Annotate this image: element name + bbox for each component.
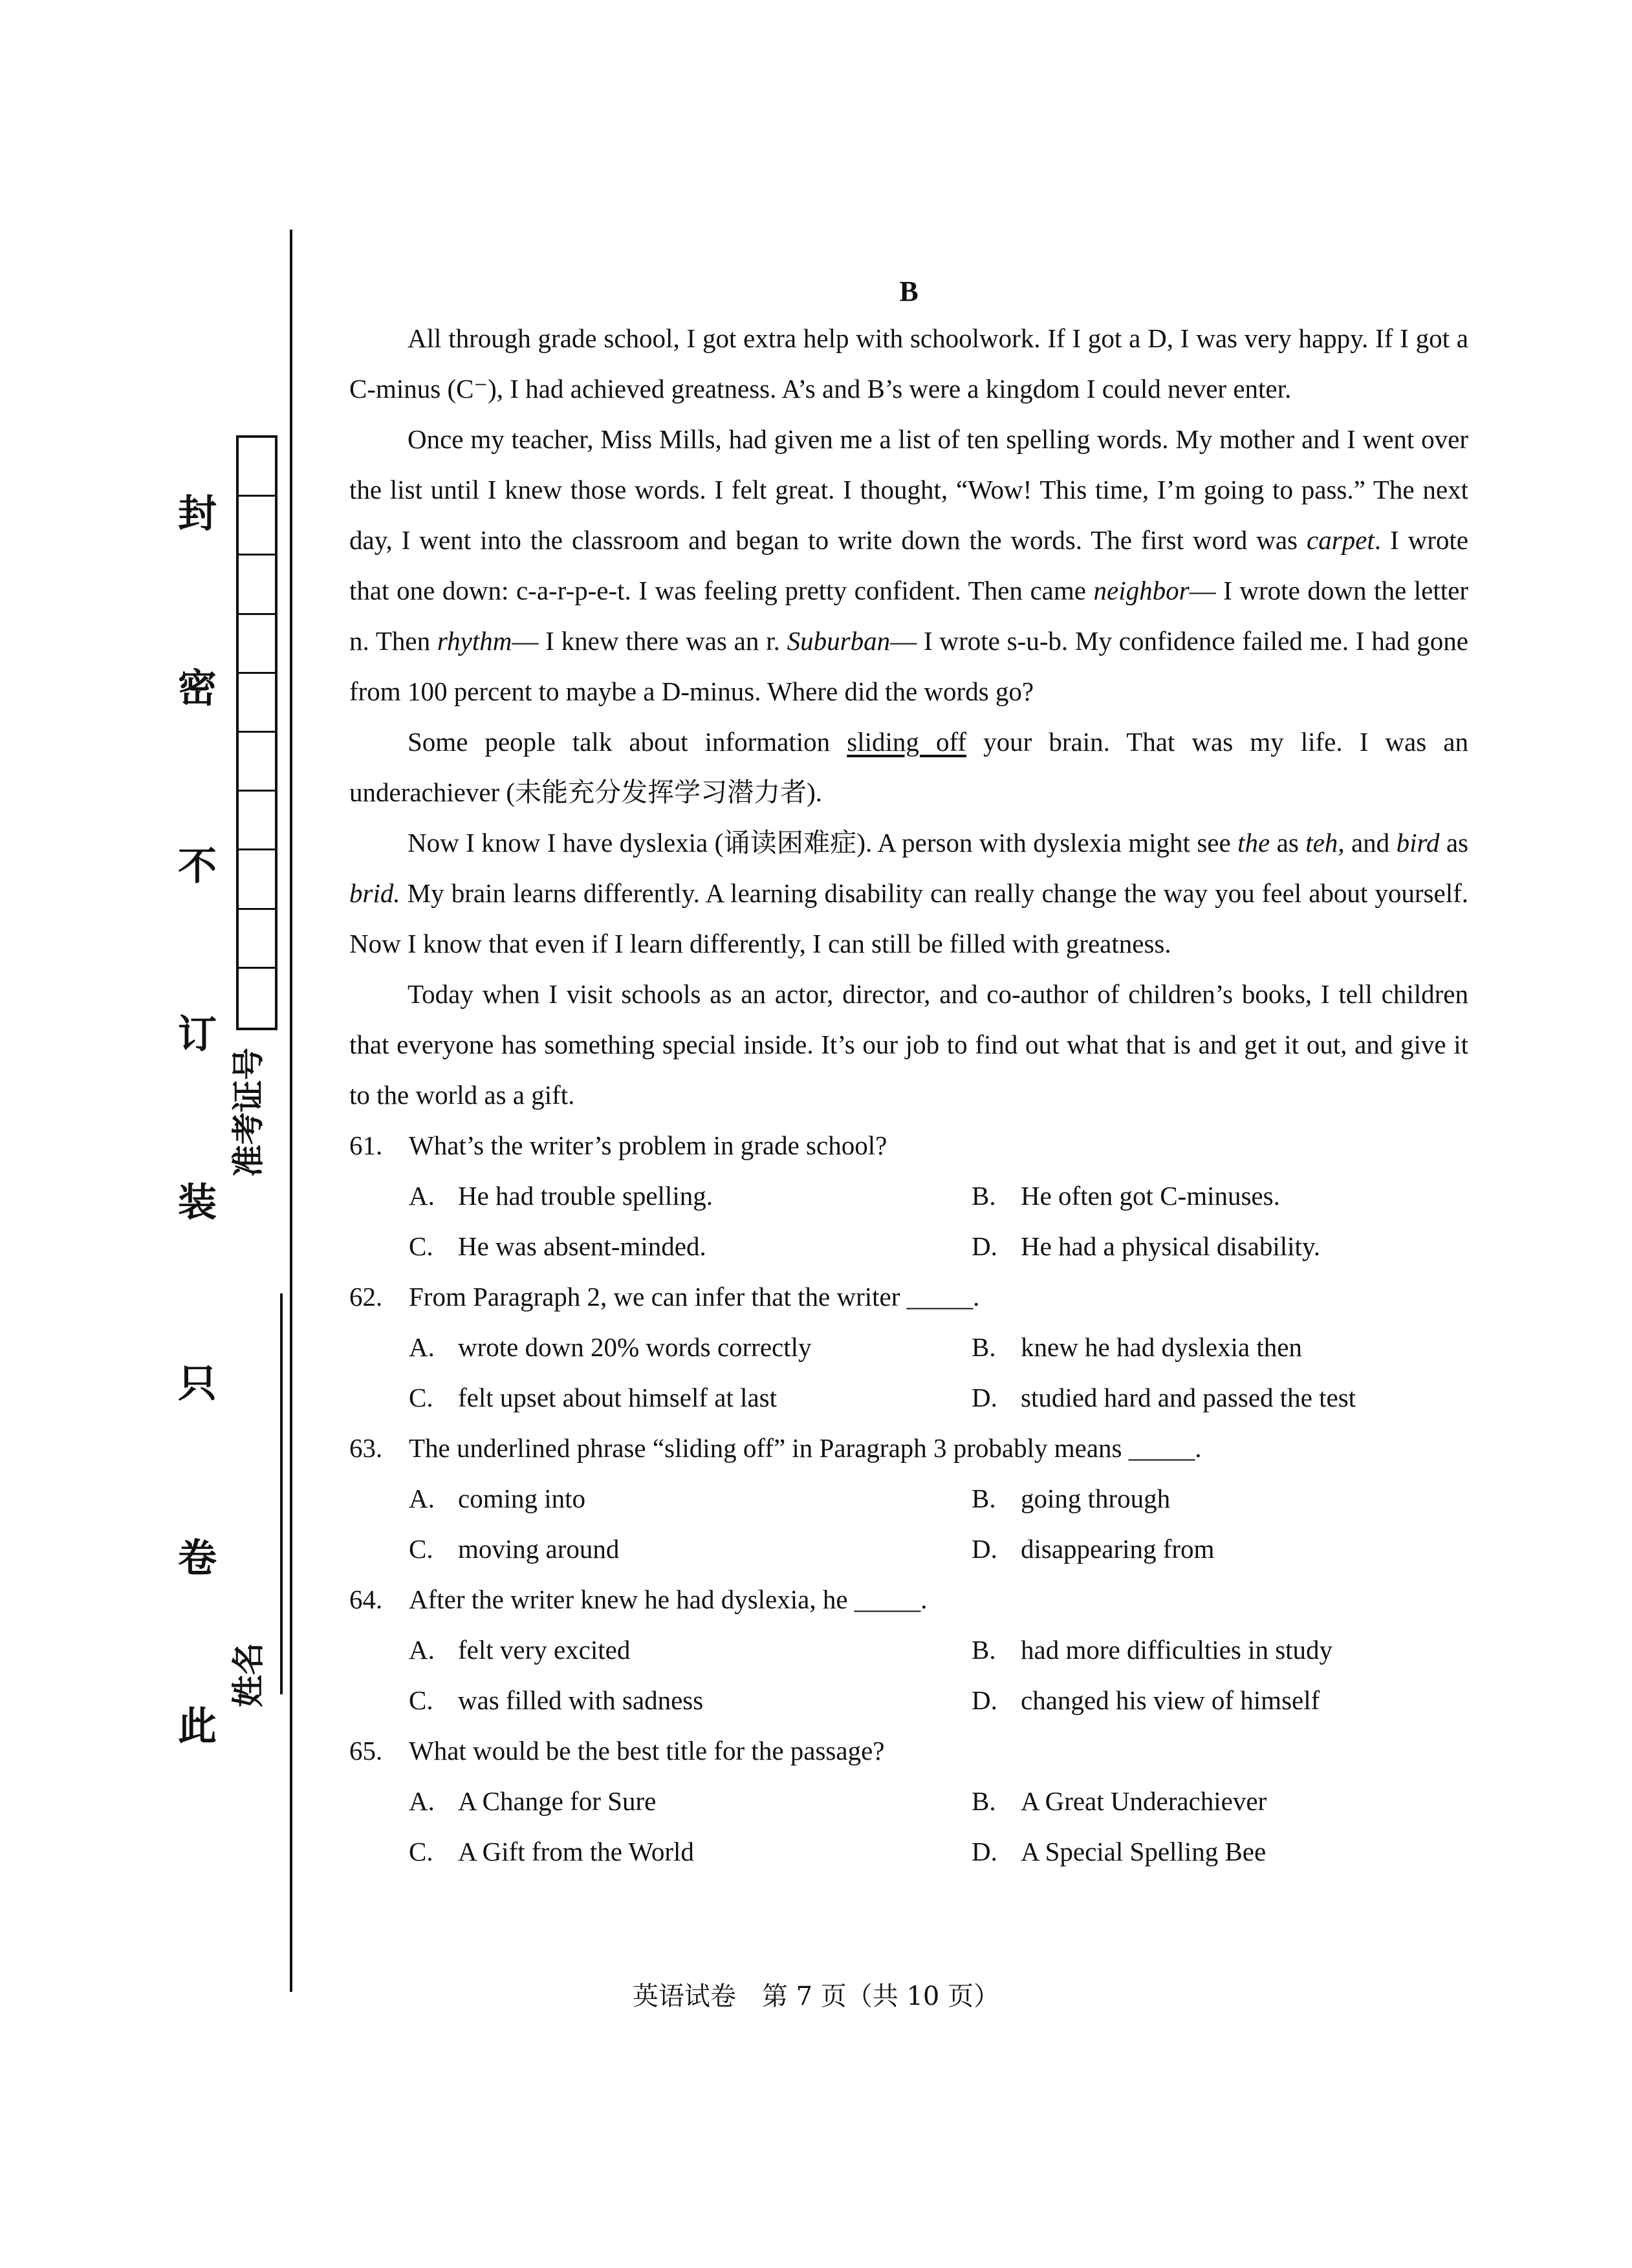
underlined-phrase: sliding off (847, 727, 967, 757)
question-63 (349, 1423, 1468, 1574)
question-61 (349, 1120, 1468, 1271)
word-carpet: carpet (1307, 525, 1375, 555)
page-content (349, 259, 1468, 1877)
seal-char-8: 封 (178, 491, 217, 537)
option-b[interactable]: B. He often got C-minuses. (972, 1181, 1280, 1211)
seal-char-7: 密 (178, 666, 217, 711)
question-stem: What’s the writer’s problem in grade school? (409, 1130, 887, 1160)
question-number: 65. (349, 1736, 383, 1766)
option-b[interactable]: B. had more difficulties in study (972, 1635, 1333, 1665)
option-d[interactable]: D. changed his view of himself (972, 1685, 1320, 1715)
seal-char-1: 此 (178, 1704, 217, 1749)
word-neighbor: neighbor (1093, 576, 1190, 605)
question-65 (349, 1725, 1468, 1877)
option-c[interactable]: C. was filled with sadness (409, 1685, 704, 1715)
binding-line-outer (290, 230, 292, 1992)
option-d[interactable]: D. disappearing from (972, 1534, 1215, 1564)
option-d[interactable]: D. He had a physical disability. (972, 1231, 1321, 1261)
exam-id-label: 准考证号 (230, 1048, 267, 1177)
page-footer: 英语试卷 第 7 页（共 10 页） (632, 1982, 1000, 2011)
option-a[interactable]: A. felt very excited (409, 1635, 631, 1665)
option-c[interactable]: C. A Gift from the World (409, 1837, 694, 1866)
option-c[interactable]: C. moving around (409, 1534, 620, 1564)
paragraph-4: Now I know I have dyslexia (诵读困难症). A person with dyslexia might see the as teh, and bird as brid. My brain learns differently. A learning disability can really change the way you feel about yourself. Now I know that even if I learn differently, I can still be filled with greatness. (349, 828, 1469, 958)
option-b[interactable]: B. knew he had dyslexia then (972, 1332, 1302, 1362)
question-64 (349, 1574, 1468, 1725)
question-stem: From Paragraph 2, we can infer that the writer _____. (409, 1282, 980, 1312)
seal-char-6: 不 (178, 844, 217, 889)
question-stem: What would be the best title for the passage? (409, 1736, 885, 1766)
option-c[interactable]: C. felt upset about himself at last (409, 1383, 778, 1412)
question-stem: After the writer knew he had dyslexia, he _____. (409, 1584, 928, 1614)
question-62 (349, 1271, 1468, 1423)
option-a[interactable]: A. A Change for Sure (409, 1786, 657, 1816)
option-b[interactable]: B. going through (972, 1484, 1171, 1513)
option-a[interactable]: A. wrote down 20% words correctly (409, 1332, 812, 1362)
seal-char-3: 只 (178, 1361, 217, 1407)
option-d[interactable]: D. studied hard and passed the test (972, 1383, 1356, 1412)
word-suburban: Suburban (787, 626, 891, 656)
exam-id-boxes[interactable] (236, 435, 277, 1030)
section-title: B (899, 275, 919, 307)
paragraph-1: All through grade school, I got extra help with schoolwork. If I got a D, I was very happy. If I got a C-minus (C⁻), I had achieved greatness. A’s and B’s were a kingdom I could never enter. (349, 323, 1468, 404)
question-list (349, 1120, 1468, 1877)
question-number: 62. (349, 1282, 383, 1312)
seal-char-5: 订 (178, 1012, 217, 1057)
option-b[interactable]: B. A Great Underachiever (972, 1786, 1267, 1816)
option-d[interactable]: D. A Special Spelling Bee (972, 1837, 1267, 1866)
question-number: 61. (349, 1130, 383, 1160)
question-stem: The underlined phrase “sliding off” in Paragraph 3 probably means _____. (409, 1433, 1202, 1463)
question-number: 63. (349, 1433, 383, 1463)
paragraph-2: Once my teacher, Miss Mills, had given me a list of ten spelling words. My mother and I went over the list until I knew those words. I felt great. I thought, “Wow! This time, I’m going to pass.” The next day, I went into the classroom and began to write down the words. The first word was carpet. I wrote that one down: c-a-r-p-e-t. I was feeling pretty confident. Then came neighbor— I wrote down the letter n. Then rhythm— I knew there was an r. Suburban— I wrote s-u-b. My confidence failed me. I had gone from 100 percent to maybe a D-minus. Where did the words go? (349, 424, 1468, 706)
word-rhythm: rhythm (437, 626, 512, 656)
paragraph-3: Some people talk about information sliding off your brain. That was my life. I was an underachiever (未能充分发挥学习潜力者). (349, 727, 1468, 807)
question-number: 64. (349, 1584, 383, 1614)
option-c[interactable]: C. He was absent-minded. (409, 1231, 706, 1261)
seal-char-4: 装 (178, 1180, 217, 1226)
option-a[interactable]: A. He had trouble spelling. (409, 1181, 713, 1211)
seal-char-2: 卷 (178, 1536, 217, 1581)
paragraph-5: Today when I visit schools as an actor, director, and co-author of children’s books, I tell children that everyone has something special inside. It’s our job to find out what that is and get it out, and give it to the world as a gift. (349, 979, 1468, 1110)
name-field-line[interactable] (280, 1358, 283, 1694)
option-a[interactable]: A. coming into (409, 1484, 586, 1513)
name-label: 姓名 (230, 1643, 267, 1707)
